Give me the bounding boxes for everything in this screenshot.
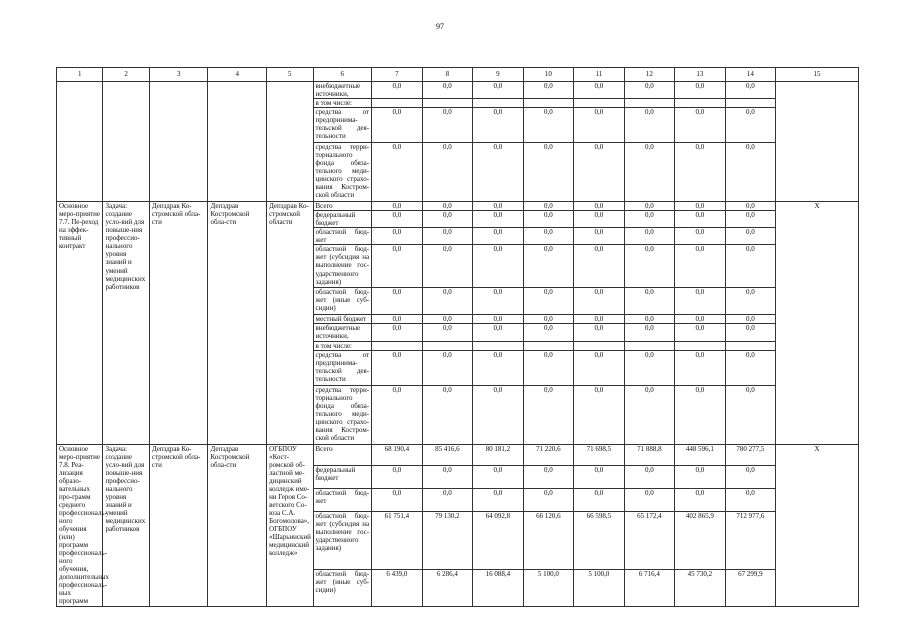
value-cell: 64 092,8 bbox=[473, 512, 524, 570]
header-cell: 6 bbox=[313, 68, 372, 82]
value-cell: 0,0 bbox=[372, 82, 423, 99]
value-cell: 0,0 bbox=[675, 211, 726, 228]
value-cell: 0,0 bbox=[675, 315, 726, 324]
value-cell: 0,0 bbox=[473, 143, 524, 202]
value-cell: 0,0 bbox=[725, 315, 776, 324]
value-cell: 66 598,5 bbox=[574, 512, 625, 570]
table-row bbox=[57, 444, 859, 466]
value-cell: 0,0 bbox=[675, 466, 726, 489]
value-cell: 0,0 bbox=[473, 202, 524, 211]
value-cell: 0,0 bbox=[473, 324, 524, 341]
cont-col15 bbox=[776, 82, 859, 202]
value-cell: 0,0 bbox=[473, 489, 524, 512]
value-cell: 6 439,0 bbox=[372, 570, 423, 606]
header-cell: 4 bbox=[208, 68, 267, 82]
row-label: местный бюджет bbox=[313, 315, 372, 324]
value-cell: 0,0 bbox=[725, 228, 776, 245]
value-cell: 0,0 bbox=[725, 202, 776, 211]
measure-7-7-col5: Депздрав Ко-стромской области bbox=[267, 202, 313, 444]
header-cell: 14 bbox=[725, 68, 776, 82]
header-cell: 10 bbox=[523, 68, 574, 82]
value-cell: 0,0 bbox=[372, 211, 423, 228]
measure-7-8-task: Задача: создание усло-вий для повыше-ния профессио-нального уровня знаний и умений медицинских работников bbox=[103, 444, 149, 606]
value-cell: 0,0 bbox=[574, 202, 625, 211]
value-cell: 0,0 bbox=[523, 489, 574, 512]
value-cell: 0,0 bbox=[624, 245, 675, 288]
row-label: средства терри-ториального фонда обяза-тельного меди-цинского страхо-вания Костром-ской области bbox=[313, 385, 372, 444]
value-cell: 0,0 bbox=[473, 466, 524, 489]
cont-col4 bbox=[208, 82, 267, 202]
value-cell: 0,0 bbox=[574, 324, 625, 341]
measure-7-7-col3: Депздрав Ко-стромской обла-сти bbox=[149, 202, 208, 444]
value-cell: 71 698,5 bbox=[574, 444, 625, 466]
value-cell: 0,0 bbox=[523, 228, 574, 245]
value-cell: 0,0 bbox=[725, 288, 776, 315]
header-cell: 9 bbox=[473, 68, 524, 82]
header-cell: 2 bbox=[103, 68, 149, 82]
header-cell: 13 bbox=[675, 68, 726, 82]
value-cell: 0,0 bbox=[523, 288, 574, 315]
value-cell: 0,0 bbox=[574, 466, 625, 489]
value-cell: 0,0 bbox=[624, 143, 675, 202]
page-number: 97 bbox=[436, 22, 444, 31]
value-cell: 0,0 bbox=[624, 466, 675, 489]
value-cell: 61 751,4 bbox=[372, 512, 423, 570]
value-cell: 0,0 bbox=[725, 211, 776, 228]
header-cell: 15 bbox=[776, 68, 859, 82]
value-cell: 0,0 bbox=[624, 324, 675, 341]
value-cell: 0,0 bbox=[422, 489, 473, 512]
measure-7-8-col4: Депздрав Костромской обла-сти bbox=[208, 444, 267, 606]
header-cell: 12 bbox=[624, 68, 675, 82]
value-cell: 0,0 bbox=[574, 143, 625, 202]
header-cell: 7 bbox=[372, 68, 423, 82]
value-cell: 0,0 bbox=[523, 245, 574, 288]
value-cell: 0,0 bbox=[624, 202, 675, 211]
value-cell: 0,0 bbox=[624, 315, 675, 324]
value-cell: 0,0 bbox=[372, 245, 423, 288]
value-cell: 0,0 bbox=[675, 288, 726, 315]
value-cell: 0,0 bbox=[422, 315, 473, 324]
value-cell: 0,0 bbox=[725, 143, 776, 202]
value-cell: 0,0 bbox=[422, 108, 473, 143]
value-cell: 0,0 bbox=[725, 108, 776, 143]
value-cell: 0,0 bbox=[422, 324, 473, 341]
measure-7-7-mark: X bbox=[776, 202, 859, 444]
value-cell: 0,0 bbox=[675, 82, 726, 99]
row-label: внебюджетные источники, bbox=[313, 324, 372, 341]
value-cell: 0,0 bbox=[523, 385, 574, 444]
value-cell: 0,0 bbox=[473, 82, 524, 99]
value-cell: 0,0 bbox=[574, 288, 625, 315]
value-cell: 5 100,0 bbox=[574, 570, 625, 606]
row-label: областной бюд-жет (иные суб-сидии) bbox=[313, 570, 372, 606]
value-cell: 0,0 bbox=[372, 288, 423, 315]
value-cell: 85 416,6 bbox=[422, 444, 473, 466]
value-cell: 0,0 bbox=[725, 245, 776, 288]
value-cell: 0,0 bbox=[523, 350, 574, 385]
value-cell: 0,0 bbox=[675, 143, 726, 202]
value-cell: 0,0 bbox=[372, 324, 423, 341]
value-cell: 0,0 bbox=[473, 245, 524, 288]
value-cell: 0,0 bbox=[473, 211, 524, 228]
value-cell: 6 716,4 bbox=[624, 570, 675, 606]
value-cell: 0,0 bbox=[574, 228, 625, 245]
value-cell: 0,0 bbox=[624, 350, 675, 385]
measure-7-7-task: Задача: создание усло-вий для повыше-ния профессио-нального уровня знаний и умений медицинских работников bbox=[103, 202, 149, 444]
value-cell: 0,0 bbox=[422, 466, 473, 489]
row-label: областной бюд-жет (иные суб-сидии) bbox=[313, 288, 372, 315]
measure-7-8-col5: ОГБПОУ «Кост-ромской об-ластной ме-дицинский колледж име-ни Героя Со-ветского Со-юза С.А. Богомолова», ОГБПОУ «Шарьинский медицинский колледж» bbox=[267, 444, 313, 606]
value-cell: 0,0 bbox=[675, 385, 726, 444]
value-cell: 16 088,4 bbox=[473, 570, 524, 606]
value-cell: 0,0 bbox=[372, 143, 423, 202]
header-cell: 1 bbox=[57, 68, 103, 82]
row-label: областной бюд-жет bbox=[313, 228, 372, 245]
value-cell: 0,0 bbox=[372, 489, 423, 512]
value-cell: 780 277,5 bbox=[725, 444, 776, 466]
value-cell: 0,0 bbox=[725, 350, 776, 385]
header-cell: 5 bbox=[267, 68, 313, 82]
row-label: областной бюд-жет (субсидия на выполнение гос-ударственного задания) bbox=[313, 245, 372, 288]
row-label: федеральный бюджет bbox=[313, 466, 372, 489]
value-cell: 0,0 bbox=[624, 228, 675, 245]
value-cell: 0,0 bbox=[372, 228, 423, 245]
value-cell: 0,0 bbox=[574, 315, 625, 324]
value-cell: 0,0 bbox=[624, 385, 675, 444]
value-cell: 0,0 bbox=[725, 385, 776, 444]
row-label: средства терри-ториального фонда обяза-тельного меди-цинского страхо-вания Костром-ской области bbox=[313, 143, 372, 202]
measure-7-8-name: Основное меро-приятие 7.8. Реа-лизация образо-вательных про-грамм среднего профессиональ-ного обучения (или) программ профессиональ-ного обучения, дополнительных профессиональ-ных программ bbox=[57, 444, 103, 606]
value-cell: 0,0 bbox=[675, 489, 726, 512]
value-cell: 0,0 bbox=[624, 82, 675, 99]
value-cell: 0,0 bbox=[473, 288, 524, 315]
value-cell: 0,0 bbox=[372, 350, 423, 385]
cont-col2 bbox=[103, 82, 149, 202]
value-cell: 0,0 bbox=[523, 315, 574, 324]
value-cell: 0,0 bbox=[473, 350, 524, 385]
value-cell: 80 181,2 bbox=[473, 444, 524, 466]
value-cell: 0,0 bbox=[675, 228, 726, 245]
value-cell: 0,0 bbox=[523, 324, 574, 341]
value-cell: 0,0 bbox=[422, 143, 473, 202]
value-cell: 0,0 bbox=[574, 82, 625, 99]
value-cell: 0,0 bbox=[372, 202, 423, 211]
table-row bbox=[57, 82, 859, 99]
value-cell: 0,0 bbox=[523, 466, 574, 489]
cont-col1 bbox=[57, 82, 103, 202]
value-cell: 0,0 bbox=[574, 245, 625, 288]
row-label: Всего bbox=[313, 202, 372, 211]
value-cell: 0,0 bbox=[574, 489, 625, 512]
value-cell: 0,0 bbox=[624, 288, 675, 315]
measure-7-7-col4: Депздрав Костромской обла-сти bbox=[208, 202, 267, 444]
value-cell: 66 120,6 bbox=[523, 512, 574, 570]
value-cell: 0,0 bbox=[725, 82, 776, 99]
value-cell: 0,0 bbox=[372, 108, 423, 143]
row-label: средства от предпринима-тельской дея-тельности bbox=[313, 108, 372, 143]
cont-col3 bbox=[149, 82, 208, 202]
value-cell: 0,0 bbox=[523, 82, 574, 99]
value-cell: 0,0 bbox=[675, 350, 726, 385]
value-cell: 448 596,1 bbox=[675, 444, 726, 466]
value-cell: 0,0 bbox=[725, 489, 776, 512]
header-cell: 3 bbox=[149, 68, 208, 82]
value-cell: 0,0 bbox=[473, 385, 524, 444]
row-label: областной бюд-жет bbox=[313, 489, 372, 512]
measure-7-7-name: Основное меро-приятие 7.7. Пе-реход на эффек-тивный контракт bbox=[57, 202, 103, 444]
value-cell: 0,0 bbox=[422, 288, 473, 315]
value-cell: 0,0 bbox=[574, 108, 625, 143]
value-cell: 0,0 bbox=[422, 245, 473, 288]
value-cell: 402 865,9 bbox=[675, 512, 726, 570]
value-cell: 79 130,2 bbox=[422, 512, 473, 570]
cont-col5 bbox=[267, 82, 313, 202]
value-cell: 0,0 bbox=[574, 350, 625, 385]
row-label: средства от предпринима-тельской дея-тельности bbox=[313, 350, 372, 385]
value-cell: 0,0 bbox=[422, 350, 473, 385]
value-cell: 65 172,4 bbox=[624, 512, 675, 570]
row-label: в том числе: bbox=[313, 99, 372, 108]
value-cell: 0,0 bbox=[624, 108, 675, 143]
value-cell: 0,0 bbox=[422, 211, 473, 228]
value-cell: 0,0 bbox=[675, 202, 726, 211]
header-row bbox=[57, 68, 859, 82]
value-cell: 0,0 bbox=[523, 211, 574, 228]
budget-table bbox=[56, 67, 859, 607]
value-cell: 0,0 bbox=[675, 324, 726, 341]
value-cell: 0,0 bbox=[574, 385, 625, 444]
row-label: федеральный бюджет bbox=[313, 211, 372, 228]
value-cell: 0,0 bbox=[624, 211, 675, 228]
header-cell: 8 bbox=[422, 68, 473, 82]
row-label: областной бюд-жет (субсидия на выполнение гос-ударственного задания) bbox=[313, 512, 372, 570]
value-cell: 68 190,4 bbox=[372, 444, 423, 466]
value-cell: 0,0 bbox=[675, 108, 726, 143]
value-cell: 0,0 bbox=[523, 108, 574, 143]
value-cell: 0,0 bbox=[523, 202, 574, 211]
value-cell: 0,0 bbox=[422, 82, 473, 99]
measure-7-8-mark: X bbox=[776, 444, 859, 606]
measure-7-8-col3: Депздрав Ко-стромской обла-сти bbox=[149, 444, 208, 606]
value-cell: 0,0 bbox=[473, 228, 524, 245]
value-cell: 0,0 bbox=[422, 202, 473, 211]
value-cell: 0,0 bbox=[725, 466, 776, 489]
value-cell: 0,0 bbox=[473, 108, 524, 143]
header-cell: 11 bbox=[574, 68, 625, 82]
value-cell: 0,0 bbox=[422, 228, 473, 245]
value-cell: 0,0 bbox=[624, 489, 675, 512]
row-label: Всего bbox=[313, 444, 372, 466]
value-cell: 0,0 bbox=[725, 324, 776, 341]
row-label: в том числе: bbox=[313, 341, 372, 350]
value-cell: 6 286,4 bbox=[422, 570, 473, 606]
value-cell: 0,0 bbox=[422, 385, 473, 444]
value-cell: 67 299,9 bbox=[725, 570, 776, 606]
value-cell: 71 888,8 bbox=[624, 444, 675, 466]
value-cell: 5 100,0 bbox=[523, 570, 574, 606]
value-cell: 0,0 bbox=[473, 315, 524, 324]
row-label: внебюджетные источники, bbox=[313, 82, 372, 99]
value-cell: 0,0 bbox=[523, 143, 574, 202]
value-cell: 71 220,6 bbox=[523, 444, 574, 466]
value-cell: 45 730,2 bbox=[675, 570, 726, 606]
value-cell: 0,0 bbox=[372, 315, 423, 324]
value-cell: 0,0 bbox=[574, 211, 625, 228]
value-cell: 0,0 bbox=[372, 385, 423, 444]
value-cell: 0,0 bbox=[675, 245, 726, 288]
value-cell: 0,0 bbox=[372, 466, 423, 489]
table-row bbox=[57, 202, 859, 211]
value-cell: 712 977,6 bbox=[725, 512, 776, 570]
